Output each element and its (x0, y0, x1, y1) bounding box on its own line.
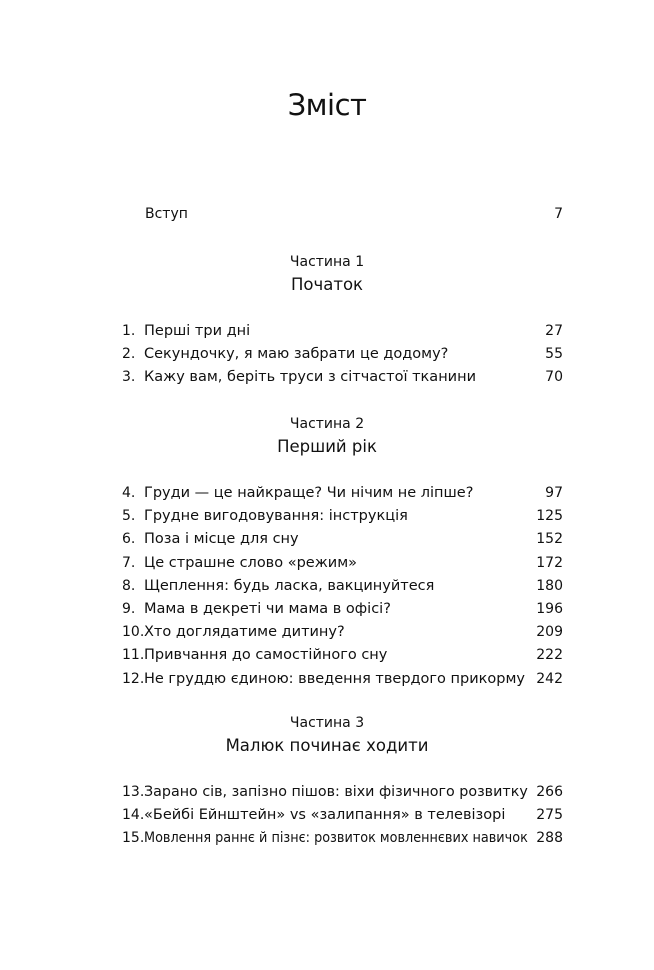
chapter-page: 222 (536, 647, 563, 664)
chapter-title: Не груддю єдиною: введення твердого прикорму (144, 670, 525, 687)
part-1-title: Початок (290, 275, 364, 294)
chapter-page: 27 (545, 323, 563, 339)
chapter-number: 11. (122, 647, 145, 664)
chapter-title: Хто доглядатиме дитину? (144, 624, 345, 641)
part-1-chapters (122, 320, 563, 390)
chapter-number: 15. (122, 830, 145, 847)
chapter-row[interactable] (122, 598, 563, 621)
chapter-page: 70 (545, 369, 563, 386)
intro-label: Вступ (145, 206, 188, 222)
chapter-title: Секундочку, я маю забрати це додому? (144, 346, 449, 363)
chapter-row[interactable] (122, 366, 563, 389)
chapter-page: 180 (536, 577, 563, 594)
chapter-number: 9. (122, 600, 136, 617)
chapter-title: Груди — це найкраще? Чи нічим не ліпше? (144, 485, 474, 501)
chapter-page: 266 (536, 784, 563, 800)
chapter-row[interactable] (122, 552, 563, 575)
chapter-number: 14. (122, 807, 145, 824)
chapter-page: 152 (536, 531, 563, 548)
chapter-row[interactable] (122, 575, 563, 598)
chapter-number: 4. (122, 485, 136, 501)
intro-page: 7 (554, 206, 563, 222)
chapter-number: 8. (122, 577, 136, 594)
chapter-number: 10. (122, 624, 145, 641)
chapter-page: 55 (545, 346, 563, 363)
chapter-page: 242 (536, 670, 563, 687)
chapter-title: Перші три дні (144, 323, 251, 339)
part-3-chapters (122, 781, 563, 851)
chapter-title: Привчання до самостійного сну (144, 647, 388, 664)
chapter-page: 97 (545, 485, 563, 501)
chapter-title: Грудне вигодовування: інструкція (144, 508, 408, 525)
chapter-page: 288 (536, 830, 563, 847)
chapter-row[interactable] (122, 781, 563, 804)
part-2-chapters (122, 482, 563, 691)
part-2-title: Перший рік (277, 437, 377, 456)
chapter-number: 5. (122, 508, 136, 525)
chapter-row[interactable] (122, 644, 563, 667)
chapter-row[interactable] (122, 482, 563, 505)
chapter-title: Мовлення раннє й пізнє: розвиток мовленнєвих навичок (144, 830, 528, 847)
chapter-row[interactable] (122, 827, 563, 850)
chapter-number: 13. (122, 784, 145, 800)
chapter-title: Це страшне слово «режим» (144, 554, 358, 571)
chapter-row[interactable] (122, 320, 563, 343)
chapter-number: 2. (122, 346, 136, 363)
chapter-title: Зарано сів, запізно пішов: віхи фізичного розвитку (144, 784, 528, 800)
chapter-title: Поза і місце для сну (144, 531, 299, 548)
toc-title: Зміст (287, 88, 367, 122)
chapter-title: «Бейбі Ейнштейн» vs «залипання» в телевізорі (144, 807, 506, 824)
intro-entry[interactable] (145, 206, 563, 222)
chapter-row[interactable] (122, 804, 563, 827)
part-2-label: Частина 2 (289, 416, 365, 432)
chapter-number: 1. (122, 323, 136, 339)
chapter-page: 209 (536, 624, 563, 641)
part-3-label: Частина 3 (289, 715, 365, 731)
chapter-row[interactable] (122, 343, 563, 366)
chapter-row[interactable] (122, 668, 563, 691)
part-3-title: Малюк починає ходити (225, 736, 429, 755)
chapter-title: Мама в декреті чи мама в офісі? (144, 600, 391, 617)
chapter-number: 12. (122, 670, 145, 687)
chapter-title: Щеплення: будь ласка, вакцинуйтеся (144, 577, 435, 594)
chapter-page: 125 (536, 508, 563, 525)
chapter-title: Кажу вам, беріть труси з сітчастої тканини (144, 369, 476, 386)
chapter-number: 7. (122, 554, 136, 571)
chapter-row[interactable] (122, 621, 563, 644)
chapter-number: 3. (122, 369, 136, 386)
part-1-label: Частина 1 (289, 254, 365, 270)
chapter-number: 6. (122, 531, 136, 548)
chapter-page: 275 (536, 807, 563, 824)
chapter-row[interactable] (122, 505, 563, 528)
chapter-page: 196 (536, 600, 563, 617)
chapter-page: 172 (536, 554, 563, 571)
chapter-row[interactable] (122, 528, 563, 551)
